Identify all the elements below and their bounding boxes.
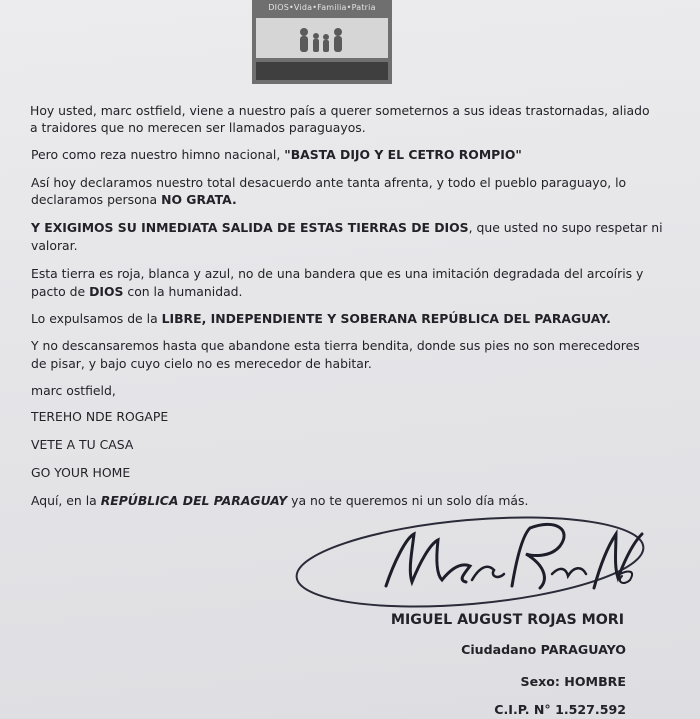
paragraph-5-text-a: pacto de — [31, 284, 90, 299]
closing-republic: REPÚBLICA DEL PARAGUAY — [100, 493, 288, 508]
republic-statement: LIBRE, INDEPENDIENTE Y SOBERANA REPÚBLICA DEL PARAGUAY. — [161, 311, 611, 326]
persona-no-grata: NO GRATA. — [161, 192, 237, 207]
paragraph-3-line-2 — [31, 192, 237, 208]
closing-text-b: ya no te queremos ni un solo día más. — [287, 493, 529, 508]
paragraph-6 — [31, 311, 611, 327]
signer-sex: Sexo: HOMBRE — [520, 674, 626, 689]
paragraph-4-line-2: valorar. — [31, 238, 78, 253]
logo-dark-strip — [256, 62, 388, 80]
paragraph-3-line-1: Así hoy declaramos nuestro total desacuerdo ante tanta afrenta, y todo el pueblo paraguayo, lo — [31, 175, 627, 190]
paragraph-4-line-1 — [31, 220, 663, 236]
paragraph-4-text: , que usted no supo respetar ni — [468, 220, 663, 235]
paragraph-2 — [31, 147, 522, 163]
handwritten-signature — [290, 504, 650, 610]
paragraph-7-line-1: Y no descansaremos hasta que abandone esta tierra bendita, donde sus pies no son merecedores — [31, 338, 640, 353]
tereho-line: TEREHO NDE ROGAPE — [31, 409, 169, 424]
paragraph-5-text-b: con la humanidad. — [123, 284, 243, 299]
vete-line: VETE A TU CASA — [31, 437, 134, 452]
paragraph-3-text: declaramos persona — [31, 192, 162, 207]
signer-citizenship: Ciudadano PARAGUAYO — [461, 642, 626, 657]
dios-word: DIOS — [89, 284, 124, 299]
signer-cip: C.I.P. N° 1.527.592 — [494, 702, 626, 717]
closing-text-a: Aquí, en la — [31, 493, 101, 508]
paragraph-1-line-1: Hoy usted, marc ostfield, viene a nuestro país a querer someternos a sus ideas trastornadas, aliado — [30, 103, 650, 118]
family-figures-icon — [292, 24, 352, 58]
paragraph-6-text: Lo expulsamos de la — [31, 311, 162, 326]
paragraph-7-line-2: de pisar, y bajo cuyo cielo no es merecedor de habitar. — [31, 356, 372, 371]
paragraph-5-line-2 — [31, 284, 242, 300]
paragraph-2-text: Pero como reza nuestro himno nacional, — [31, 147, 285, 162]
paragraph-1-line-2: a traidores que no merecen ser llamados paraguayos. — [30, 120, 366, 135]
anthem-quote: "BASTA DIJO Y EL CETRO ROMPIO" — [284, 147, 522, 162]
signer-name: MIGUEL AUGUST ROJAS MORI — [390, 612, 624, 628]
logo-tagline: DIOS•Vida•Familia•Patria — [268, 3, 376, 12]
demand-statement: Y EXIGIMOS SU INMEDIATA SALIDA DE ESTAS TIERRAS DE DIOS — [31, 220, 469, 235]
paragraph-5-line-1: Esta tierra es roja, blanca y azul, no de una bandera que es una imitación degradada del arcoíris y — [31, 266, 644, 281]
go-home-line: GO YOUR HOME — [31, 465, 131, 480]
organization-logo — [252, 0, 392, 84]
address-line: marc ostfield, — [31, 383, 116, 398]
